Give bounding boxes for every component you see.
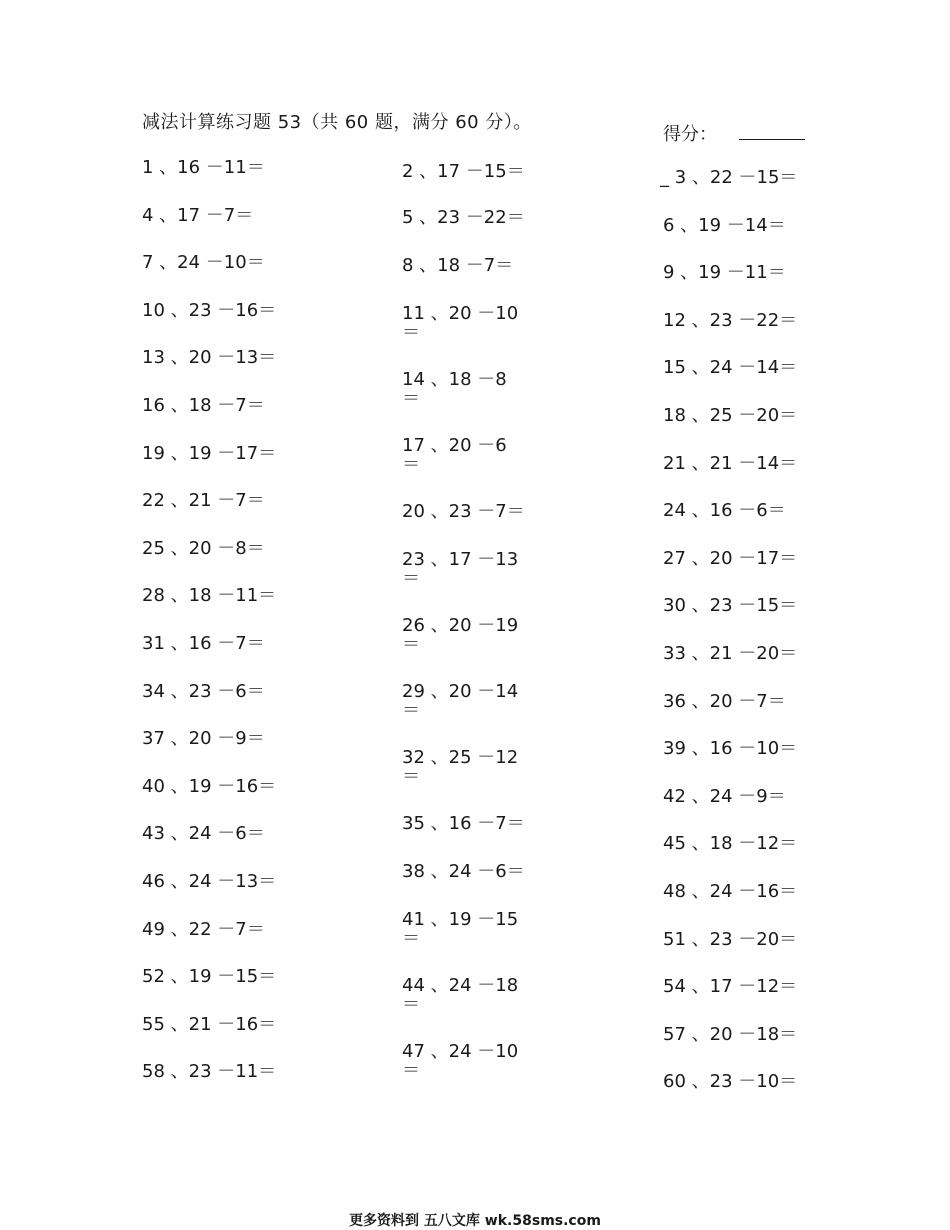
- problem-text: 25 、20 －8＝: [142, 537, 265, 559]
- problem-item: [663, 454, 797, 474]
- problem-item: [142, 444, 276, 464]
- problem-text: 35 、16 －7＝: [402, 813, 525, 834]
- problem-item: [663, 930, 797, 950]
- problem-item: [142, 1015, 276, 1035]
- problem-equals-sign: ＝: [402, 568, 420, 589]
- problem-item: [663, 596, 797, 616]
- problem-text: 12 、23 －22＝: [663, 309, 798, 331]
- problem-text: _ 3 、22 －15＝: [660, 167, 798, 188]
- problem-text: 23 、17 －13: [402, 549, 519, 570]
- problem-item: [142, 253, 265, 273]
- problem-item: [142, 301, 276, 321]
- problem-item: [663, 406, 797, 426]
- problem-text: 30 、23 －15＝: [663, 595, 798, 617]
- problem-text: 10 、23 －16＝: [142, 299, 277, 321]
- problem-item: [663, 549, 797, 569]
- problem-text: 21 、21 －14＝: [663, 452, 798, 474]
- problem-item: [663, 216, 786, 236]
- problem-item: [663, 977, 797, 997]
- problem-text: 19 、19 －17＝: [142, 442, 277, 464]
- problem-item: [142, 634, 265, 654]
- problem-item: [142, 824, 265, 844]
- problem-text: 38 、24 －6＝: [402, 861, 525, 882]
- problem-item: [142, 396, 265, 416]
- problem-item: [402, 370, 507, 408]
- problem-text: 1 、16 －11＝: [142, 157, 265, 178]
- problem-text: 48 、24 －16＝: [663, 881, 798, 902]
- problem-equals-sign: ＝: [402, 454, 420, 475]
- problem-item: [142, 491, 265, 511]
- problem-item: [142, 967, 276, 987]
- problem-item: [402, 1042, 518, 1080]
- problem-item: [142, 777, 276, 797]
- problem-text: 47 、24 －10: [402, 1041, 519, 1062]
- problem-item: [142, 729, 265, 749]
- problem-item: [142, 920, 265, 940]
- problem-text: 24 、16 －6＝: [663, 500, 786, 522]
- problem-item: [402, 616, 518, 654]
- problem-item: [142, 539, 265, 559]
- problem-text: 57 、20 －18＝: [663, 1023, 798, 1045]
- problem-text: 4 、17 －7＝: [142, 204, 254, 226]
- problem-text: 20 、23 －7＝: [402, 501, 525, 522]
- problem-item: [663, 882, 797, 902]
- problem-equals-sign: ＝: [402, 1060, 420, 1081]
- problem-text: 32 、25 －12: [402, 747, 519, 768]
- problem-item: [142, 206, 253, 226]
- problem-text: 55 、21 －16＝: [142, 1013, 277, 1035]
- problem-text: 42 、24 －9＝: [663, 785, 786, 807]
- worksheet-title: 减法计算练习题 53（共 60 题，满分 60 分）。: [142, 112, 532, 133]
- problem-text: 37 、20 －9＝: [142, 728, 265, 750]
- problem-item: [402, 502, 525, 522]
- problem-text: 31 、16 －7＝: [142, 633, 265, 654]
- problem-text: 7 、24 －10＝: [142, 252, 265, 274]
- problem-item: [663, 1072, 797, 1092]
- problem-text: 49 、22 －7＝: [142, 918, 265, 940]
- problem-item: [663, 263, 786, 283]
- problem-equals-sign: ＝: [402, 700, 420, 721]
- problem-equals-sign: ＝: [402, 994, 420, 1015]
- problem-text: 13 、20 －13＝: [142, 347, 277, 369]
- problem-text: 43 、24 －6＝: [142, 823, 265, 845]
- problem-equals-sign: ＝: [402, 634, 420, 655]
- problem-text: 34 、23 －6＝: [142, 680, 265, 702]
- problem-text: 28 、18 －11＝: [142, 585, 277, 607]
- problem-text: 51 、23 －20＝: [663, 928, 798, 950]
- problem-item: [142, 586, 276, 606]
- problem-item: [663, 834, 797, 854]
- problem-item: [663, 739, 797, 759]
- footer-watermark: 更多资料到 五八文库 wk.58sms.com: [349, 1213, 601, 1229]
- problem-item: [663, 501, 786, 521]
- problem-equals-sign: ＝: [402, 766, 420, 787]
- problem-item: [663, 311, 797, 331]
- problem-text: 40 、19 －16＝: [142, 775, 277, 797]
- problem-text: 33 、21 －20＝: [663, 643, 798, 664]
- problem-equals-sign: ＝: [402, 388, 420, 409]
- problem-item: [402, 748, 518, 786]
- problem-text: 5 、23 －22＝: [402, 207, 525, 228]
- problem-item: [663, 644, 797, 664]
- problem-item: [402, 910, 518, 948]
- score-blank-line[interactable]: [739, 125, 805, 140]
- problem-text: 18 、25 －20＝: [663, 405, 798, 426]
- problem-item: [402, 862, 525, 882]
- problem-text: 27 、20 －17＝: [663, 547, 798, 569]
- problem-item: [402, 162, 525, 182]
- problem-text: 45 、18 －12＝: [663, 833, 798, 855]
- problem-text: 17 、20 －6: [402, 435, 507, 456]
- problem-item: [142, 348, 276, 368]
- problem-item: [142, 872, 276, 892]
- problem-item: [402, 814, 525, 834]
- problem-text: 58 、23 －11＝: [142, 1061, 277, 1083]
- problem-item: [663, 787, 786, 807]
- problem-equals-sign: ＝: [402, 322, 420, 343]
- problem-text: 44 、24 －18: [402, 975, 519, 996]
- problem-item: [402, 436, 507, 474]
- problem-item: [402, 256, 513, 276]
- problem-text: 16 、18 －7＝: [142, 395, 265, 416]
- problem-text: 52 、19 －15＝: [142, 966, 277, 988]
- problem-item: [660, 168, 797, 188]
- score-field: [663, 120, 805, 146]
- problem-text: 60 、23 －10＝: [663, 1071, 798, 1093]
- problem-text: 39 、16 －10＝: [663, 738, 798, 760]
- problem-item: [142, 1062, 276, 1082]
- problem-text: 6 、19 －14＝: [663, 214, 786, 236]
- problem-item: [402, 304, 518, 342]
- problem-item: [142, 158, 265, 178]
- problem-item: [402, 976, 518, 1014]
- score-label: 得分：: [663, 124, 717, 145]
- problem-text: 29 、20 －14: [402, 681, 519, 702]
- problem-item: [663, 692, 786, 712]
- problem-text: 11 、20 －10: [402, 303, 519, 324]
- problem-text: 54 、17 －12＝: [663, 976, 798, 998]
- problem-text: 22 、21 －7＝: [142, 490, 265, 512]
- problem-text: 15 、24 －14＝: [663, 357, 798, 379]
- problem-text: 2 、17 －15＝: [402, 161, 525, 182]
- problem-item: [402, 208, 525, 228]
- problem-text: 26 、20 －19: [402, 615, 519, 636]
- problem-item: [663, 1025, 797, 1045]
- problem-item: [142, 682, 265, 702]
- problem-text: 46 、24 －13＝: [142, 871, 277, 892]
- problem-text: 36 、20 －7＝: [663, 690, 786, 712]
- problem-text: 8 、18 －7＝: [402, 255, 514, 276]
- problem-equals-sign: ＝: [402, 928, 420, 949]
- problem-item: [663, 358, 797, 378]
- problem-text: 41 、19 －15: [402, 909, 519, 930]
- problem-item: [402, 682, 518, 720]
- problem-item: [402, 550, 518, 588]
- problem-text: 14 、18 －8: [402, 369, 507, 390]
- problem-text: 9 、19 －11＝: [663, 262, 786, 284]
